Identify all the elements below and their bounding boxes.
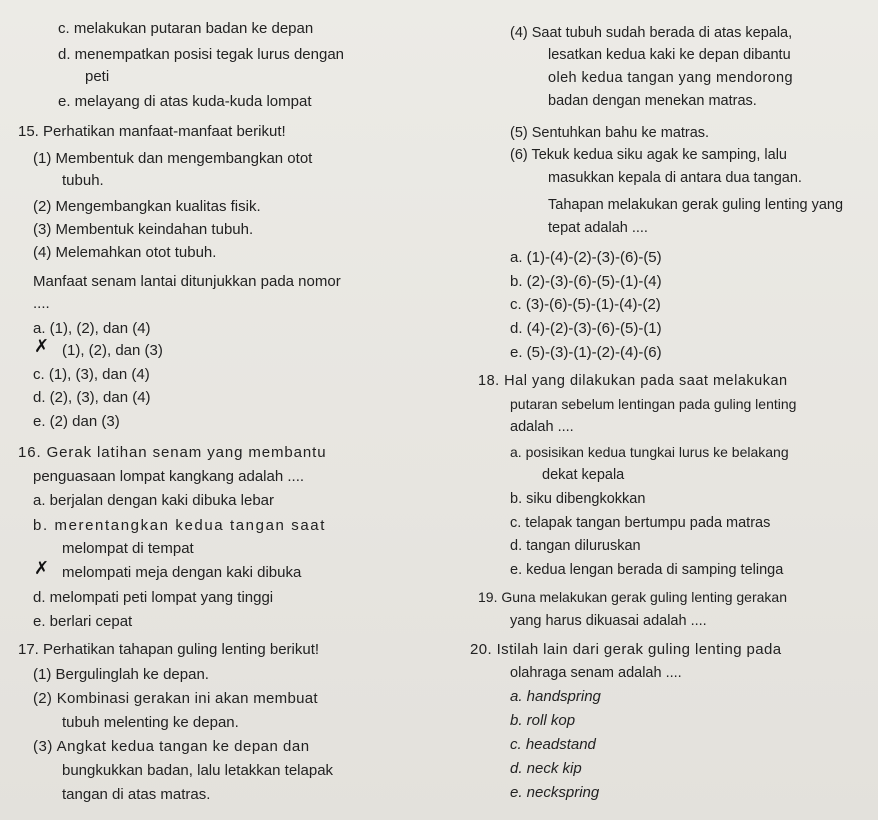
q17-option-d: d. (4)-(2)-(3)-(6)-(5)-(1) [510, 320, 662, 337]
q16-option-d: d. melompati peti lompat yang tinggi [33, 589, 274, 606]
q16-stem-cont: penguasaan lompat kangkang adalah .... [33, 468, 305, 485]
q15-stem: 15. Perhatikan manfaat-manfaat berikut! [18, 123, 286, 140]
q18-stem-cont2: adalah .... [510, 419, 574, 435]
q15-item-2: (2) Mengembangkan kualitas fisik. [33, 198, 261, 215]
q19-stem-cont: yang harus dikuasai adalah .... [510, 613, 707, 629]
q14-option-d-cont: peti [85, 68, 110, 85]
q17-item-3-cont: bungkukkan badan, lalu letakkan telapak [62, 762, 334, 779]
q18-stem-cont: putaran sebelum lentingan pada guling lenting [510, 396, 797, 412]
q15-question-dots: .... [33, 295, 50, 312]
q20-option-e: e. neckspring [510, 784, 600, 801]
q14-option-c: c. melakukan putaran badan ke depan [58, 20, 314, 37]
q17-option-c: c. (3)-(6)-(5)-(1)-(4)-(2) [510, 296, 661, 313]
q18-option-a-cont: dekat kepala [542, 467, 625, 483]
q18-stem: 18. Hal yang dilakukan pada saat melakukan [478, 373, 788, 389]
q17-item-4-cont3: badan dengan menekan matras. [548, 93, 757, 109]
q17-option-a: a. (1)-(4)-(2)-(3)-(6)-(5) [510, 249, 662, 266]
q20-option-a: a. handspring [510, 688, 601, 705]
q17-item-4-cont2: oleh kedua tangan yang mendorong [548, 70, 793, 86]
q16-option-b: b. merentangkan kedua tangan saat [33, 517, 326, 534]
q19-stem: 19. Guna melakukan gerak guling lenting gerakan [478, 589, 787, 605]
q17-stem: 17. Perhatikan tahapan guling lenting berikut! [18, 641, 320, 658]
q20-stem-cont: olahraga senam adalah .... [510, 665, 682, 681]
q17-option-e: e. (5)-(3)-(1)-(2)-(4)-(6) [510, 344, 662, 361]
answer-mark: ✗ [34, 558, 50, 579]
q20-option-c: c. headstand [510, 736, 596, 753]
q17-item-1: (1) Bergulinglah ke depan. [33, 666, 209, 683]
q16-stem: 16. Gerak latihan senam yang membantu [18, 444, 327, 461]
q18-option-a: a. posisikan kedua tungkai lurus ke belakang [510, 444, 789, 460]
q18-option-e: e. kedua lengan berada di samping telinga [510, 562, 784, 578]
q15-option-e: e. (2) dan (3) [33, 413, 120, 430]
q17-item-2-cont: tubuh melenting ke depan. [62, 714, 239, 731]
q14-option-d: d. menempatkan posisi tegak lurus dengan [58, 46, 345, 63]
q14-option-e: e. melayang di atas kuda-kuda lompat [58, 93, 312, 110]
q17-item-5: (5) Sentuhkan bahu ke matras. [510, 125, 710, 141]
q18-option-b: b. siku dibengkokkan [510, 491, 646, 507]
q18-option-c: c. telapak tangan bertumpu pada matras [510, 515, 771, 531]
q16-option-e: e. berlari cepat [33, 613, 133, 630]
q17-item-6: (6) Tekuk kedua siku agak ke samping, lalu [510, 147, 787, 163]
q16-option-c: melompati meja dengan kaki dibuka [62, 564, 302, 581]
q20-option-b: b. roll kop [510, 712, 576, 729]
q17-option-b: b. (2)-(3)-(6)-(5)-(1)-(4) [510, 273, 662, 290]
q15-item-1: (1) Membentuk dan mengembangkan otot [33, 150, 313, 167]
q15-option-a: a. (1), (2), dan (4) [33, 320, 151, 337]
q15-item-4: (4) Melemahkan otot tubuh. [33, 244, 217, 261]
q15-question: Manfaat senam lantai ditunjukkan pada nomor [33, 273, 341, 290]
q17-item-4: (4) Saat tubuh sudah berada di atas kepala, [510, 25, 793, 41]
answer-mark: ✗ [34, 336, 50, 357]
q15-option-b: (1), (2), dan (3) [62, 342, 163, 359]
q17-item-3: (3) Angkat kedua tangan ke depan dan [33, 738, 310, 755]
q20-stem: 20. Istilah lain dari gerak guling lenting pada [470, 641, 782, 658]
q16-option-a: a. berjalan dengan kaki dibuka lebar [33, 492, 275, 509]
q18-option-d: d. tangan diluruskan [510, 538, 641, 554]
q17-item-3-cont2: tangan di atas matras. [62, 786, 211, 803]
q17-item-6-cont: masukkan kepala di antara dua tangan. [548, 170, 802, 186]
q15-item-1-cont: tubuh. [62, 172, 104, 189]
q20-option-d: d. neck kip [510, 760, 582, 777]
q15-option-d: d. (2), (3), dan (4) [33, 389, 151, 406]
q17-question-cont: tepat adalah .... [548, 220, 648, 236]
q17-item-4-cont: lesatkan kedua kaki ke depan dibantu [548, 47, 791, 63]
q17-item-2: (2) Kombinasi gerakan ini akan membuat [33, 690, 318, 707]
q17-question: Tahapan melakukan gerak guling lenting yang [548, 197, 844, 213]
q15-item-3: (3) Membentuk keindahan tubuh. [33, 221, 254, 238]
q16-option-b-cont: melompat di tempat [62, 540, 194, 557]
q15-option-c: c. (1), (3), dan (4) [33, 366, 150, 383]
